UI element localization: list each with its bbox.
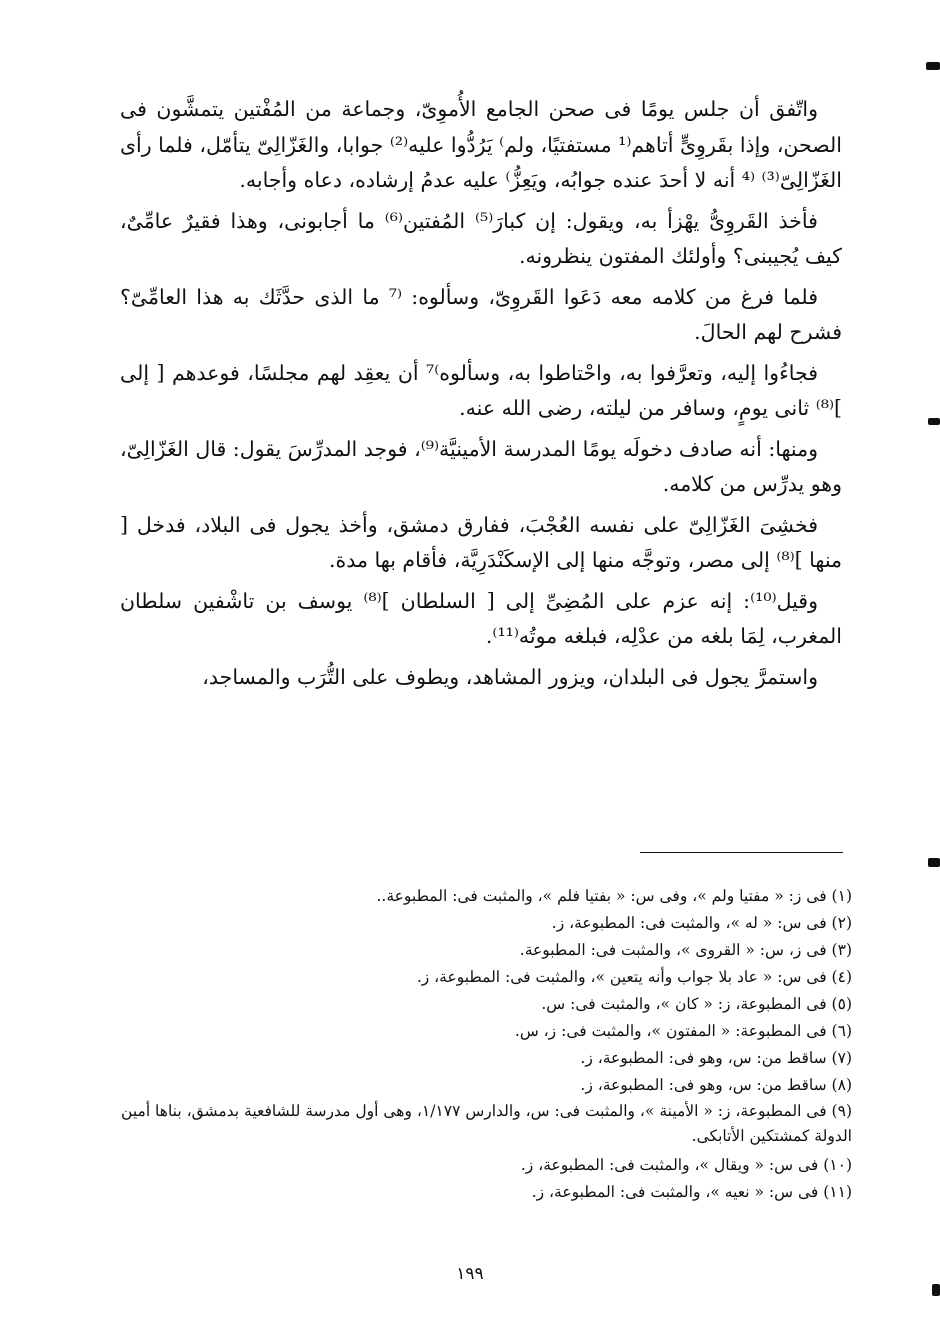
- footnote: (٩) فى المطبوعة، ز: « الأمينة »، والمثبت فى: س، والدارس ١/١٧٧، وهى أول مدرسة للشافعية بدمشق، بناها أمين الدولة كمشتكين الأتابكى.: [121, 1102, 852, 1145]
- paragraph: فجاءُوا إليه، وتعرَّفوا به، واحْتاطوا به، وسألوه⁾⁷ أن يعقِد لهم مجلسًا، فوعدهم [ إلى ]⁽⁸⁾ ثانى يومٍ، وسافر من ليلته، رضى الله عنه.: [120, 360, 842, 420]
- scan-edge-mark: [926, 62, 940, 70]
- paragraph: فأخذ القَروِىُّ يهْزأ به، ويقول: إن كبارَ⁽⁵⁾ المُفتين⁽⁶⁾ ما أجابونى، وهذا فقيرٌ عامِّىٌ، كيف يُجيبنى؟ وأولئك المفتون ينظرونه.: [120, 208, 842, 268]
- footnote-separator: [640, 852, 843, 853]
- footnote: (٦) فى المطبوعة: « المفتون »، والمثبت فى: ز، س.: [514, 1022, 852, 1040]
- main-text: [120, 92, 842, 700]
- scan-edge-mark: [928, 858, 940, 867]
- paragraph: ومنها: أنه صادف دخولَه يومًا المدرسة الأمينيَّة⁽⁹⁾، فوجد المدرِّسَ يقول: قال الغَزّالِىّ، وهو يدرِّس من كلامه.: [120, 436, 842, 496]
- scan-edge-mark: [928, 418, 940, 425]
- page-number: ١٩٩: [456, 1264, 484, 1284]
- footnote: (٨) ساقط من: س، وهو فى: المطبوعة، ز.: [580, 1076, 852, 1094]
- paragraph: فخشِىَ الغَزّالِىّ على نفسه العُجْبَ، ففارق دمشق، وأخذ يجول فى البلاد، فدخل [ منها ]⁽⁸⁾ إلى مصر، وتوجَّه منها إلى الإسكَنْدَرِيَّة، فأقام بها مدة.: [120, 512, 842, 572]
- footnote: (١٠) فى س: « ويقال »، والمثبت فى: المطبوعة، ز.: [520, 1156, 852, 1174]
- footnotes: [100, 883, 852, 1206]
- footnote: (٤) فى س: « عاد بلا جواب وأنه يتعين »، والمثبت فى: المطبوعة، ز.: [416, 968, 852, 986]
- paragraph: واستمرَّ يجول فى البلدان، ويزور المشاهد، ويطوف على التُّرَب والمساجد،: [202, 664, 818, 689]
- footnote: (٧) ساقط من: س، وهو فى: المطبوعة، ز.: [580, 1049, 852, 1067]
- paragraph: واتّفق أن جلس يومًا فى صحن الجامع الأُموِىّ، وجماعة من المُفْتين يتمشَّون فى الصحن، وإذا بقَروِىٍّ أتاهم⁽¹ مستفتيًا، ولم⁾ يَرُدُّوا عليه⁽²⁾ جوابا، والغَزّالِىّ يتأمّل، فلما رأى الغَزّالِىّ⁽³⁾ ⁽⁴ أنه لا أحدَ عنده جوابُه، ويَعِزُّ⁾ عليه عدمُ إرشاده، دعاه وأجابه.: [120, 97, 842, 192]
- paragraph: وقيل⁽¹⁰⁾: إنه عزم على المُضِىِّ إلى [ السلطان ]⁽⁸⁾ يوسف بن تاشْفين سلطان المغرب، لِمَا بلغه من عدْلِه، فبلغه موتُه⁽¹¹⁾.: [120, 588, 842, 648]
- paragraph: فلما فرغ من كلامه معه دَعَوا القَروِىّ، وسألوه: ⁽⁷ ما الذى حدَّثَك به هذا العامِّىّ؟ فشرح لهم الحالَ.: [120, 284, 842, 344]
- footnote: (٣) فى ز، س: « القروى »، والمثبت فى: المطبوعة.: [519, 941, 852, 959]
- footnote: (٢) فى س: « له »، والمثبت فى: المطبوعة، ز.: [551, 914, 852, 932]
- footnote: (٥) فى المطبوعة، ز: « كان »، والمثبت فى: س.: [541, 995, 852, 1013]
- footnote: (١) فى ز: « مفتيا ولم »، وفى س: « بفتيا فلم »، والمثبت فى: المطبوعة..: [376, 887, 852, 905]
- scan-edge-mark: [932, 1284, 940, 1296]
- footnote: (١١) فى س: « نعيه »، والمثبت فى: المطبوعة، ز.: [531, 1183, 852, 1201]
